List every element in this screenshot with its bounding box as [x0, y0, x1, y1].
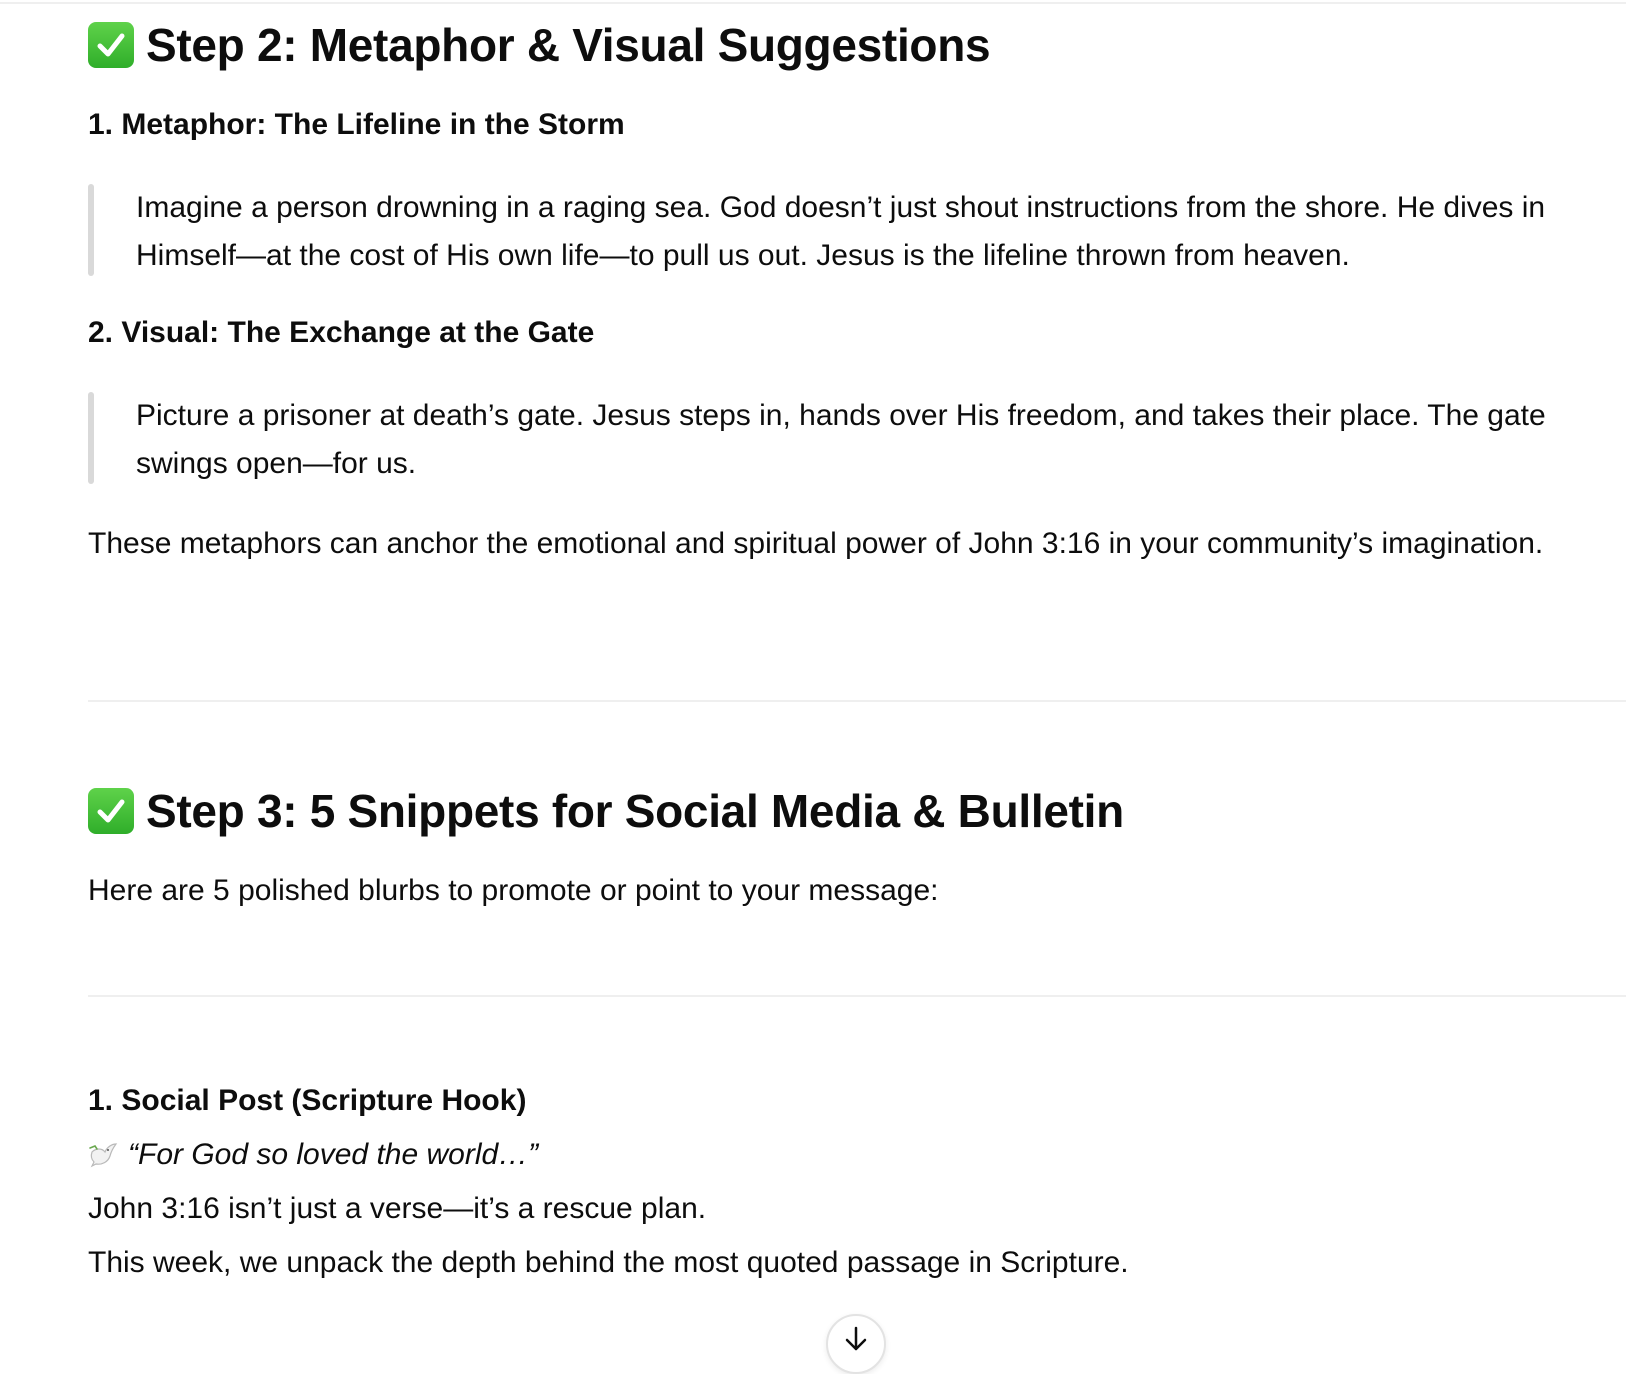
snippet1-quote: “For God so loved the world…”: [128, 1138, 539, 1171]
section-divider: [88, 995, 1626, 997]
section-divider: [88, 700, 1626, 702]
snippet1-quote-line: [88, 1138, 538, 1172]
visual-quote-text: Picture a prisoner at death’s gate. Jesus steps in, hands over His freedom, and takes their place. The gate swings open—for us.: [136, 399, 1546, 480]
snippet1-line2: This week, we unpack the depth behind the most quoted passage in Scripture.: [88, 1246, 1129, 1279]
step3-intro: Here are 5 polished blurbs to promote or point to your message:: [88, 874, 939, 907]
quote-bar: [88, 184, 94, 276]
step3-heading-text: Step 3: 5 Snippets for Social Media & Bulletin: [146, 785, 1124, 837]
quote-bar: [88, 392, 94, 484]
closing-paragraph: These metaphors can anchor the emotional and spiritual power of John 3:16 in your community’s imagination.: [88, 527, 1544, 560]
arrow-down-icon: [841, 1324, 871, 1359]
metaphor-quote-text: Imagine a person drowning in a raging sea. God doesn’t just shout instructions from the shore. He dives in Himself—at the cost of His own life—to pull us out. Jesus is the lifeline thrown from heaven.: [136, 191, 1546, 272]
check-mark-icon: [88, 22, 134, 68]
snippet1-line1: John 3:16 isn’t just a verse—it’s a rescue plan.: [88, 1192, 707, 1225]
visual-title: 2. Visual: The Exchange at the Gate: [88, 316, 595, 349]
scroll-to-bottom-button[interactable]: [826, 1314, 886, 1374]
step3-heading: [88, 784, 1124, 838]
snippet1-title: 1. Social Post (Scripture Hook): [88, 1084, 527, 1117]
step2-heading: [88, 18, 990, 72]
step2-heading-text: Step 2: Metaphor & Visual Suggestions: [146, 19, 991, 71]
check-mark-icon: [88, 788, 134, 834]
dove-icon: [88, 1138, 118, 1168]
visual-blockquote: [88, 392, 1618, 484]
metaphor-title: 1. Metaphor: The Lifeline in the Storm: [88, 108, 625, 141]
top-divider: [0, 2, 1626, 4]
metaphor-blockquote: [88, 184, 1618, 276]
